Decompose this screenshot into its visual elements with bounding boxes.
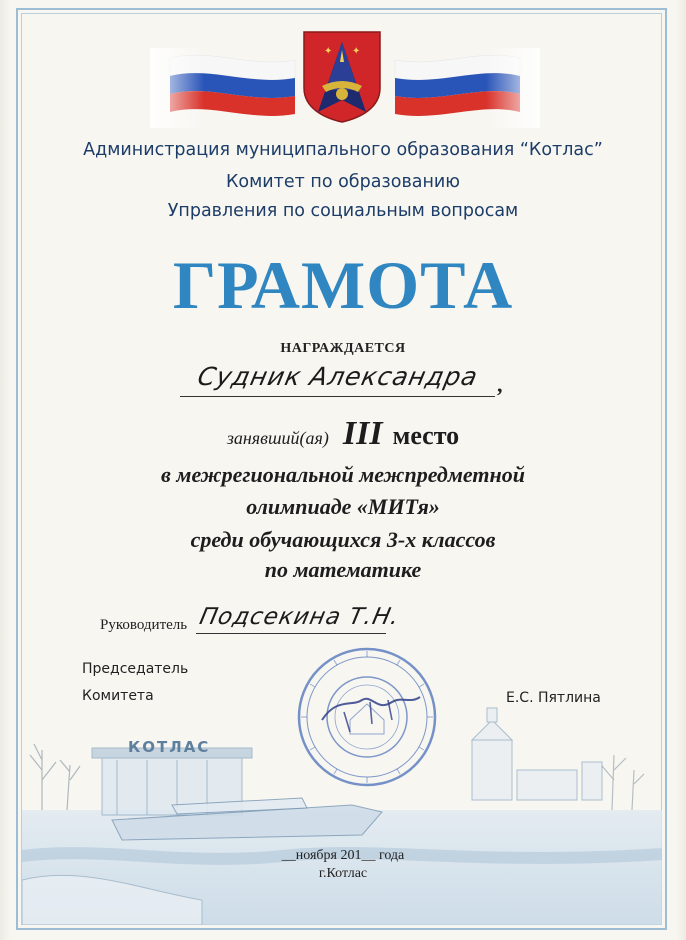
recipient-name: Судник Александра (195, 362, 481, 391)
issue-date: __ноября 201__ года (281, 848, 405, 863)
official-seal-icon (292, 642, 442, 792)
description-line-4: по математике (264, 557, 422, 582)
description-line-2: олимпиаде «МИТя» (246, 494, 440, 519)
kotlas-sign-text: КОТЛАС (128, 738, 211, 756)
svg-text:✦: ✦ (352, 46, 361, 57)
left-flag (150, 48, 295, 128)
certificate-title: ГРАМОТА (172, 247, 514, 323)
issuer-administration: Администрация муниципального образования “Котлас” (83, 140, 603, 160)
chairman-title-line-2: Комитета (82, 688, 154, 704)
church-illustration (472, 708, 602, 800)
chairman-title-line-1: Председатель (82, 661, 189, 677)
occupied-label: занявший(ая) (226, 428, 329, 448)
right-flag (395, 48, 540, 128)
place-row (0, 415, 686, 453)
place-number: III (342, 415, 383, 452)
kotlas-coat-of-arms-icon (300, 28, 384, 124)
leader-underline (196, 633, 386, 634)
place-word: место (392, 421, 460, 450)
description-line-1: в межрегиональной межпредметной (161, 462, 525, 487)
description-line-3: среди обучающихся 3-х классов (190, 527, 496, 552)
recipient-name-underline (180, 396, 495, 397)
issue-city: г.Котлас (318, 866, 368, 881)
leader-label: Руководитель (100, 617, 188, 633)
recipient-comma: , (497, 372, 503, 397)
issuer-department: Управления по социальным вопросам (167, 201, 519, 221)
svg-text:✦: ✦ (324, 46, 333, 57)
awarded-label: НАГРАЖДАЕТСЯ (280, 341, 406, 356)
issuer-committee: Комитет по образованию (225, 172, 461, 192)
leader-name: Подсекина Т.Н. (197, 604, 403, 630)
signer-name: Е.С. Пятлина (506, 690, 601, 706)
